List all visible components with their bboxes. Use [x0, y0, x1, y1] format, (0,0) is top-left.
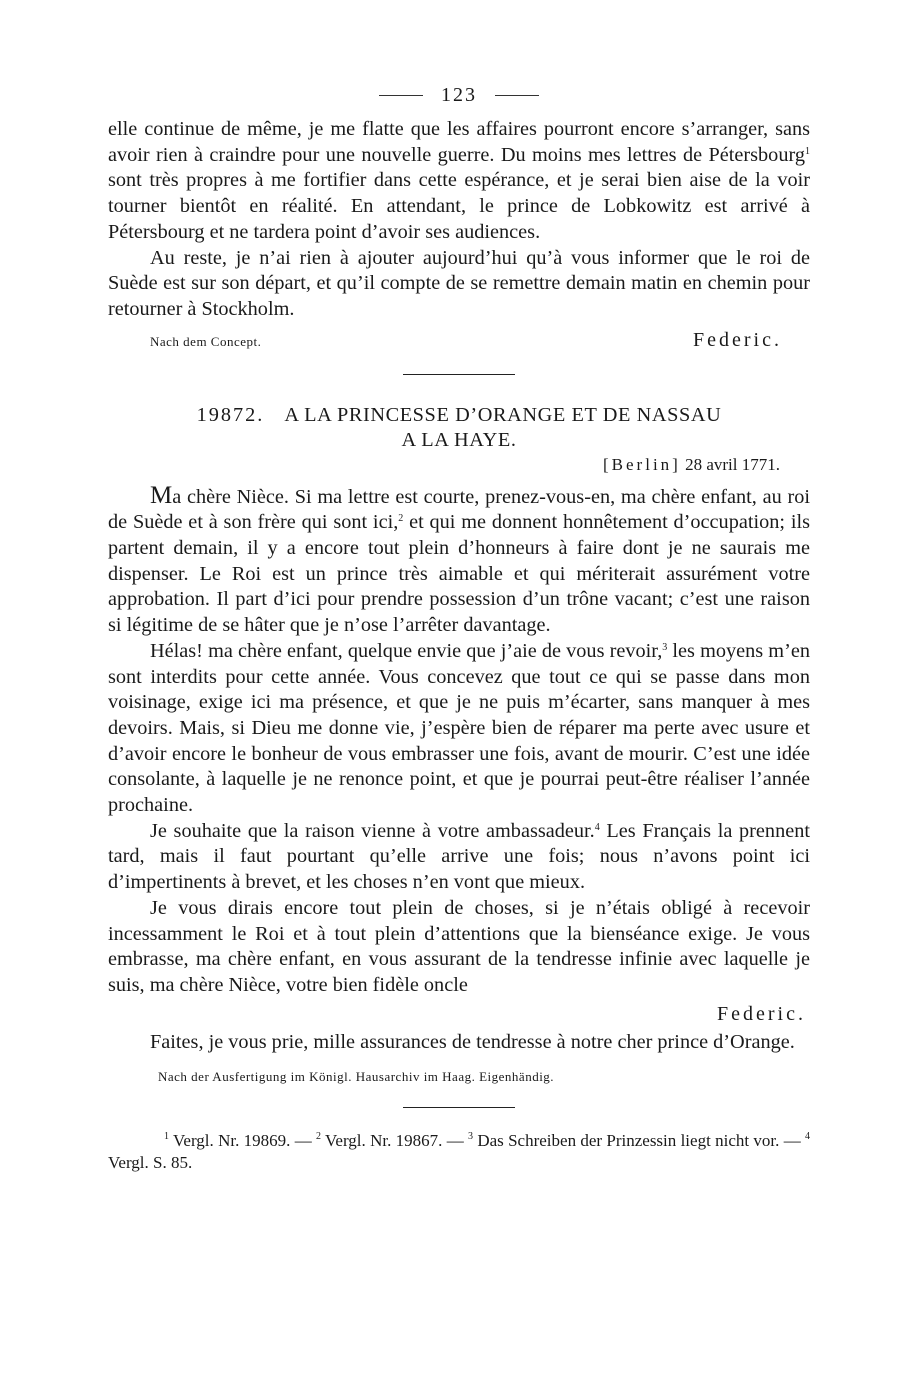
- footnote-marker-2: 2: [398, 513, 404, 525]
- prev-text-b: sont très propres à me fortifier dans cette espérance, et je serai bien aise de la voir tourner bientôt en réalité. En attendant, le prince de Lobkowitz est arrivé à Pétersbourg et ne tardera point d’avoir ses audiences.: [108, 169, 810, 243]
- letter-source: Nach der Ausfertigung im Königl. Hausarchiv im Haag. Eigenhändig.: [158, 1069, 555, 1085]
- fn-marker-1: 1: [164, 1131, 169, 1143]
- p3-text-a: Je souhaite que la raison vienne à votre ambassadeur.: [150, 819, 595, 842]
- footnote-4: Vergl. S. 85.: [108, 1153, 193, 1173]
- letter-signature: Federic.: [717, 1002, 806, 1025]
- letter-paragraph-3: [108, 819, 810, 896]
- footnotes: [108, 1130, 810, 1174]
- previous-letter-closing: [108, 329, 810, 352]
- section-divider: [403, 374, 515, 375]
- p3-text-b: Les Français la prennent tard, mais il faut pourtant qu’elle arrive une fois; nous n’avons point ici d’impertinents à brevet, et les choses n’en vont que mieux.: [108, 819, 810, 894]
- fn-marker-3: 3: [468, 1131, 474, 1143]
- footnote-3: Das Schreiben der Prinzessin liegt nicht vor. —: [473, 1131, 805, 1151]
- letter-postscript: Faites, je vous prie, mille assurances de tendresse à notre cher prince d’Orange.: [150, 1030, 795, 1053]
- letter-number: 19872.: [196, 403, 265, 426]
- footnote-marker-3: 3: [662, 641, 668, 653]
- letter-title-2: A LA HAYE.: [401, 428, 517, 451]
- p1-text-a: a chère Nièce. Si ma lettre est courte, prenez-vous-en, ma chère enfant, au roi de Suède et à son frère qui sont ici,: [108, 485, 810, 534]
- header-dash-right: [495, 95, 539, 96]
- p2-text-a: Hélas! ma chère enfant, quelque envie que j’aie de vous revoir,: [150, 639, 663, 662]
- letter-paragraph-2: [108, 639, 810, 819]
- letter-title-1: A LA PRINCESSE D’ORANGE ET DE NASSAU: [284, 403, 722, 426]
- letter-place: [Berlin]: [603, 454, 681, 474]
- letter-paragraph-1: [108, 483, 810, 639]
- book-page: [108, 84, 810, 1191]
- page-header: [108, 84, 810, 107]
- footnote-2: Vergl. Nr. 19867. —: [321, 1131, 469, 1151]
- previous-letter-source: Nach dem Concept.: [150, 333, 262, 349]
- p2-text-b: les moyens m’en sont interdits pour cette année. Vous concevez que tout ce qui se passe dans mon voisinage, exige ici ma présence, et que je ne puis m’écarter, sans manquer à mes devoirs. Mais, si Dieu me donne vie, j’espère bien de réparer ma perte avec usure et d’avoir encore le bonheur de vous embrasser une fois, avant de mourir. C’est une idée consolante, à laquelle je ne renonce point, et que je pourrai peut-être réaliser l’année prochaine.: [108, 639, 810, 817]
- prev-text-a: elle continue de même, je me flatte que les affaires pourront encore s’arranger, sans avoir rien à craindre pour une nouvelle guerre. Du moins mes lettres de Pétersbourg: [108, 118, 810, 166]
- footnote-1: Vergl. Nr. 19869. —: [169, 1131, 317, 1151]
- fn-marker-2: 2: [316, 1131, 322, 1143]
- fn-marker-4: 4: [805, 1131, 810, 1143]
- previous-letter-paragraph-1: [108, 117, 810, 246]
- letter-heading-line-1: [108, 403, 810, 428]
- initial-letter: M: [150, 481, 173, 509]
- letter-dateline: [108, 455, 810, 475]
- page-number: 123: [441, 84, 477, 106]
- header-dash-left: [379, 95, 423, 96]
- previous-letter-signature: Federic.: [693, 328, 782, 351]
- letter-paragraph-4: Je vous dirais encore tout plein de choses, si je n’étais obligé à recevoir incessamment le Roi et à tout plein d’attentions que la bienséance exige. Je vous embrasse, ma chère enfant, en vous assurant de la tendresse infinie avec laquelle je suis, ma chère Nièce, votre bien fidèle oncle: [108, 896, 810, 996]
- footnote-marker-4: 4: [594, 821, 600, 833]
- previous-letter-paragraph-2: Au reste, je n’ai rien à ajouter aujourd’hui qu’à vous informer que le roi de Suède est sur son départ, et qu’il compte de se remettre demain matin en chemin pour retourner à Stockholm.: [108, 246, 810, 320]
- footnote-divider: [403, 1107, 515, 1108]
- letter-date: 28 avril 1771.: [685, 454, 780, 474]
- footnote-marker-1: 1: [805, 145, 810, 157]
- p1-text-b: et qui me donnent honnêtement d’occupation; ils partent demain, il y a encore tout plein d’honneurs à faire dont je ne saurais me dispenser. Le Roi est un prince très aimable et qui mériterait assurément votre approbation. Il part d’ici pour prendre possession d’un trône vacant; c’est une raison si légitime de se hâter que je n’ose l’arrêter davantage.: [108, 511, 810, 637]
- letter-heading: [108, 403, 810, 453]
